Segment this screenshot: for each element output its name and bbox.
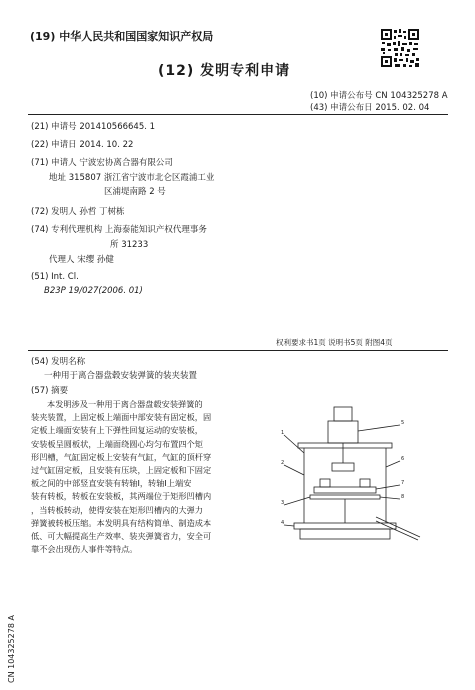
authority-header: (19) 中华人民共和国国家知识产权局 <box>30 30 214 43</box>
abstract-line: 过气缸固定板，且安装有压块，上固定板和下固定 <box>31 465 212 476</box>
side-text: CN 104325278 A <box>7 615 16 683</box>
publication-number: (10) 申请公布号 CN 104325278 A <box>310 91 448 101</box>
application-number: (21) 申请号 201410566645. 1 <box>31 122 156 132</box>
pages-info: 权利要求书1页 说明书5页 附图4页 <box>276 338 393 347</box>
abstract-line: 靠不会出现伤人事件等特点。 <box>31 544 138 555</box>
patent-agency-code: 所 31233 <box>110 240 149 250</box>
abstract-line: 装夹装置，上固定板上端面中部安装有固定板，固 <box>31 412 212 423</box>
applicant: (71) 申请人 宁波宏协离合器有限公司 <box>31 158 173 168</box>
patent-agency: (74) 专利代理机构 上海泰能知识产权代理事务 <box>31 225 207 235</box>
abstract-line: 定板上端面安装有上下弹性回复运动的安装板， <box>31 425 203 436</box>
inventor: (72) 发明人 孙哲 丁树栋 <box>31 207 125 217</box>
header-divider <box>28 114 448 115</box>
abstract-text <box>31 398 211 556</box>
figure-label: 5 <box>401 420 405 426</box>
abstract-line: 弹簧被转板压缩。本发明具有结构简单、制造成本 <box>31 517 212 528</box>
abstract-line: 板之间的中部竖直安装有转轴Ⅰ，转轴Ⅰ上端安 <box>31 478 192 489</box>
qr-code-icon <box>380 28 420 68</box>
document-type-title: (12) 发明专利申请 <box>158 63 291 79</box>
ipc-classification: B23P 19/027(2006. 01) <box>44 286 143 296</box>
abstract-label: (57) 摘要 <box>31 386 69 396</box>
figure-label: 3 <box>281 500 285 506</box>
invention-name-label: (54) 发明名称 <box>31 357 86 367</box>
side-publication-number <box>4 603 18 683</box>
abstract-line: 安装板呈圆板状，上端面绕圆心均匀布置四个矩 <box>31 438 203 449</box>
figure-label: 7 <box>401 480 405 486</box>
agent: 代理人 宋缨 孙健 <box>49 255 114 265</box>
pages-divider <box>28 350 448 351</box>
int-cl-label: (51) Int. Cl. <box>31 272 79 282</box>
abstract-line: 低、可大幅提高生产效率、装夹弹簧省力，安全可 <box>31 531 212 542</box>
address-line-1: 地址 315807 浙江省宁波市北仑区霞浦工业 <box>49 173 215 183</box>
abstract-line: 形凹槽，气缸固定板上安装有气缸，气缸的顶杆穿 <box>31 451 212 462</box>
abstract-line: 装有转板，转板在安装板，其两端位于矩形凹槽内 <box>31 491 212 502</box>
publication-date: (43) 申请公布日 2015. 02. 04 <box>310 103 430 113</box>
patent-drawing <box>280 405 430 547</box>
application-date: (22) 申请日 2014. 10. 22 <box>31 140 134 150</box>
figure-label: 2 <box>281 460 285 466</box>
figure-label: 4 <box>281 520 285 526</box>
figure-label: 8 <box>401 494 405 500</box>
abstract-line: ，当转板转动，使得安装在矩形凹槽内的大弹力 <box>31 504 203 515</box>
address-line-2: 区浦堤南路 2 号 <box>104 187 166 197</box>
figure-label: 6 <box>401 456 405 462</box>
invention-name: 一种用于离合器盘毂安装弹簧的装夹装置 <box>44 371 198 381</box>
figure-label: 1 <box>281 430 285 436</box>
abstract-line: 本发明涉及一种用于离合器盘毂安装弹簧的 <box>47 399 203 409</box>
